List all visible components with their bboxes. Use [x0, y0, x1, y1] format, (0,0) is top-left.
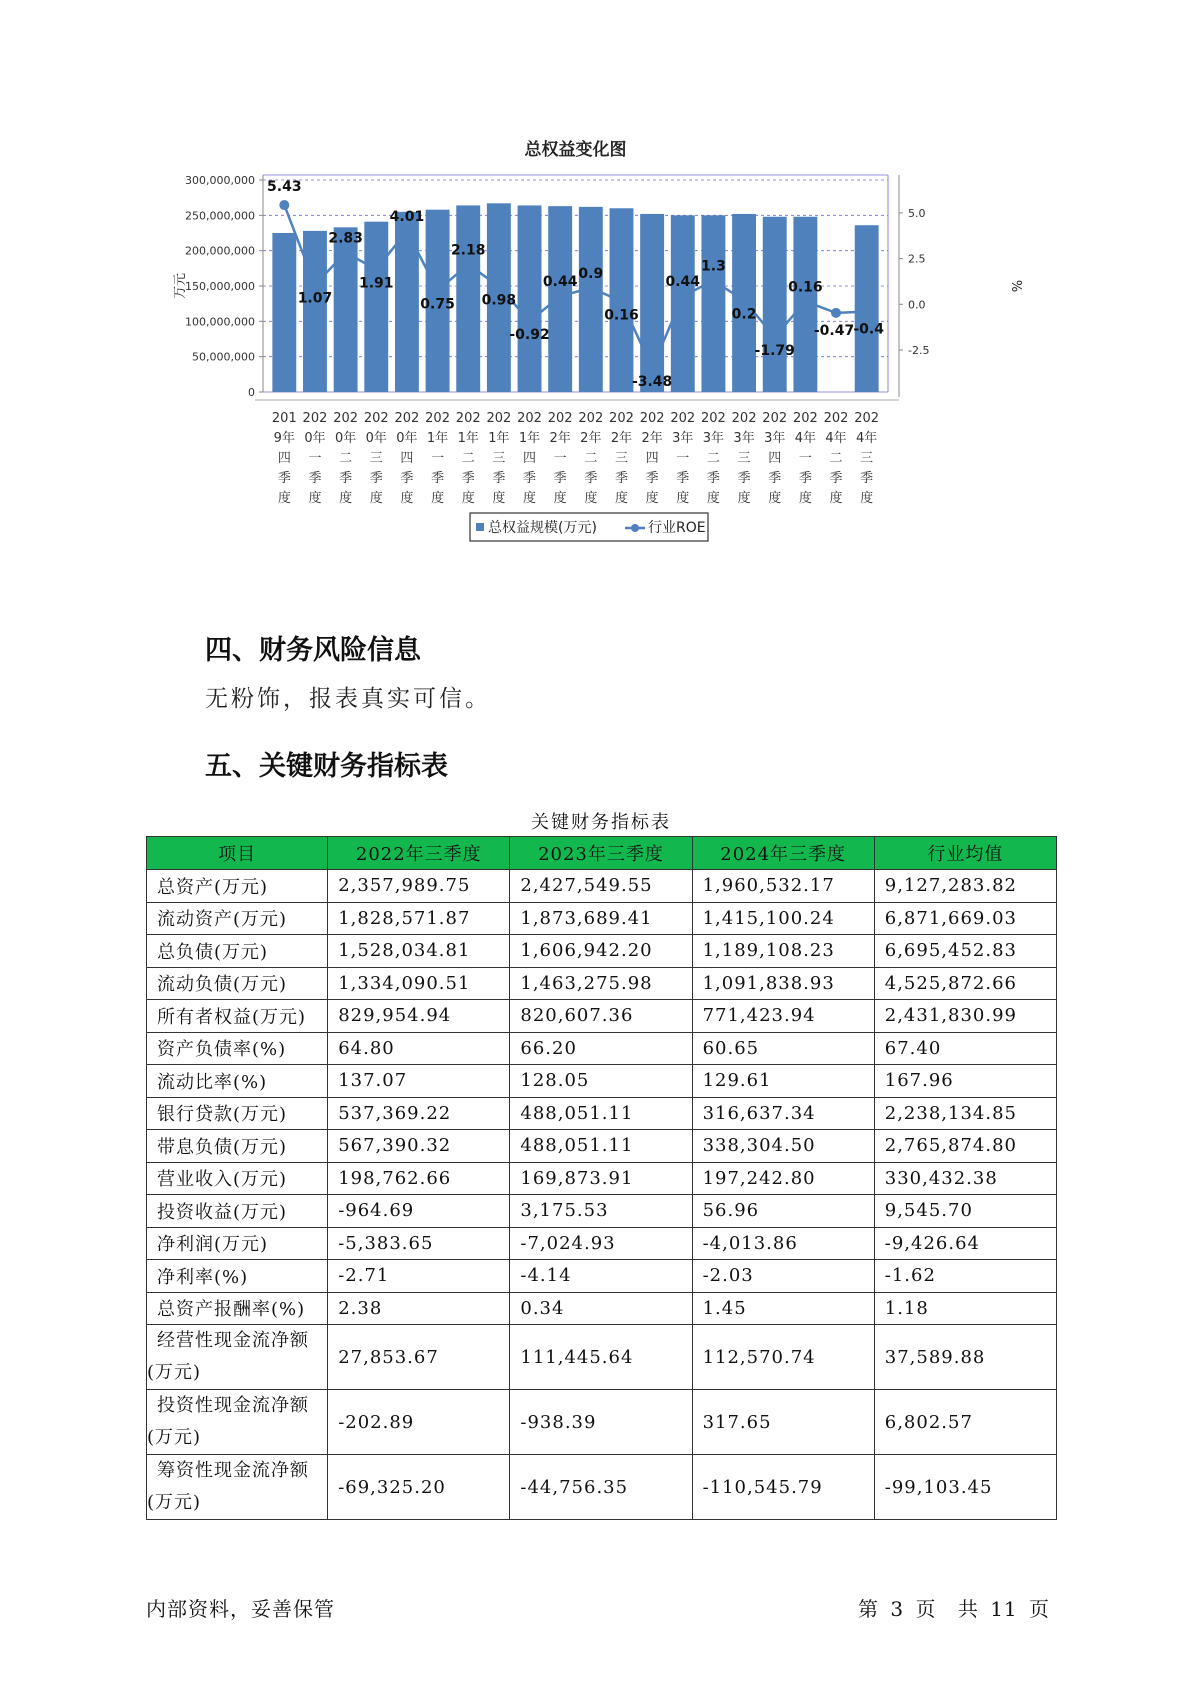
bar [671, 215, 695, 392]
x-tick-label: 202 [609, 411, 634, 426]
roe-point [831, 308, 841, 318]
chart-title: 总权益变化图 [524, 140, 627, 160]
x-tick-label: 季 [492, 471, 506, 486]
table-cell: 771,423.94 [692, 1000, 874, 1033]
x-tick-label: 202 [394, 411, 420, 426]
x-tick-label: 1年 [426, 431, 449, 446]
x-tick-label: 四 [400, 451, 414, 466]
table-row [147, 1260, 1057, 1293]
table-row [147, 935, 1057, 968]
bar [548, 206, 572, 392]
table-cell: 820,607.36 [510, 1000, 692, 1033]
right-tick-label: 5.0 [908, 206, 926, 220]
right-tick-label: -2.5 [908, 343, 930, 357]
x-tick-label: 度 [339, 491, 353, 506]
x-tick-label: 季 [339, 471, 353, 486]
table-cell: 198,762.66 [328, 1162, 510, 1195]
legend-line-marker [631, 524, 639, 532]
table-cell: -2.03 [692, 1260, 874, 1293]
table-cell: 2,765,874.80 [874, 1130, 1056, 1163]
table-cell: 9,545.70 [874, 1195, 1056, 1228]
x-tick-label: 度 [798, 491, 812, 506]
bar [579, 207, 603, 392]
table-cell: 56.96 [692, 1195, 874, 1228]
table-cell: 2.38 [328, 1292, 510, 1325]
page-prefix: 第 [858, 1597, 880, 1621]
header-2023q3: 2023年三季度 [510, 837, 692, 870]
x-tick-label: 2年 [641, 431, 663, 446]
x-tick-label: 202 [639, 411, 665, 426]
table-cell: 27,853.67 [328, 1325, 510, 1390]
x-tick-label: 季 [523, 471, 537, 486]
x-tick-label: 3年 [764, 431, 786, 446]
x-tick-label: 202 [792, 411, 818, 426]
roe-data-label: -1.79 [754, 342, 795, 359]
x-tick-label: 三 [369, 451, 383, 466]
table-cell: 829,954.94 [328, 1000, 510, 1033]
y-axis-left-label: 万元 [173, 272, 188, 300]
x-tick-label: 度 [277, 491, 291, 506]
table-cell: 2,238,134.85 [874, 1097, 1056, 1130]
table-row [147, 1130, 1057, 1163]
table-cell: -202.89 [328, 1390, 510, 1455]
table-caption: 关键财务指标表 [531, 812, 671, 833]
section4-text: 无粉饰，报表真实可信。 [205, 686, 491, 712]
roe-point [279, 200, 289, 210]
x-tick-label: 度 [768, 491, 782, 506]
x-tick-label: 202 [425, 411, 450, 426]
x-tick-label: 季 [461, 471, 475, 486]
x-tick-label: 1年 [518, 431, 541, 446]
total-suffix: 页 [1029, 1597, 1050, 1621]
x-tick-label: 度 [645, 491, 659, 506]
x-tick-label: 3年 [672, 431, 694, 446]
left-tick-label: 300,000,000 [185, 174, 255, 187]
x-tick-label: 0年 [396, 431, 418, 446]
table-cell: 1,334,090.51 [328, 967, 510, 1000]
footer-page-number [854, 1593, 1050, 1622]
x-tick-label: 2年 [610, 431, 633, 446]
table-row-label: 流动比率(%) [147, 1065, 328, 1098]
table-row [147, 902, 1057, 935]
x-tick-label: 一 [431, 451, 445, 466]
x-tick-label: 一 [798, 451, 812, 466]
table-row [147, 870, 1057, 903]
x-tick-label: 一 [676, 451, 690, 466]
bar [303, 231, 327, 392]
table-cell: 1.18 [874, 1292, 1056, 1325]
table-cell: -9,426.64 [874, 1227, 1056, 1260]
x-tick-label: 1年 [488, 431, 510, 446]
x-tick-label: 二 [339, 451, 353, 466]
x-tick-label: 202 [302, 411, 328, 426]
x-tick-label: 4年 [856, 431, 878, 446]
x-tick-label: 202 [670, 411, 696, 426]
right-tick-label: 2.5 [908, 252, 926, 266]
x-tick-label: 三 [614, 451, 628, 466]
x-tick-label: 2年 [580, 431, 602, 446]
roe-data-label: -0.4 [853, 321, 884, 338]
roe-data-label: 0.75 [420, 296, 455, 313]
x-tick-label: 度 [308, 491, 322, 506]
table-row-label: 净利率(%) [147, 1260, 328, 1293]
roe-point [862, 307, 872, 317]
x-tick-label: 季 [768, 471, 782, 486]
x-tick-label: 0年 [365, 431, 387, 446]
table-cell: -5,383.65 [328, 1227, 510, 1260]
x-tick-label: 三 [860, 451, 874, 466]
table-cell: -964.69 [328, 1195, 510, 1228]
table-cell: 6,871,669.03 [874, 902, 1056, 935]
x-tick-label: 1年 [457, 431, 479, 446]
left-tick-label: 150,000,000 [185, 280, 255, 293]
table-cell: 567,390.32 [328, 1130, 510, 1163]
x-tick-label: 度 [737, 491, 751, 506]
table-cell: 6,802.57 [874, 1390, 1056, 1455]
x-tick-label: 202 [517, 411, 542, 426]
table-cell: 6,695,452.83 [874, 935, 1056, 968]
header-item: 项目 [147, 837, 328, 870]
table-cell: 1,828,571.87 [328, 902, 510, 935]
x-tick-label: 季 [553, 471, 567, 486]
table-row [147, 1292, 1057, 1325]
table-row [147, 1455, 1057, 1520]
roe-data-label: -3.48 [631, 373, 673, 390]
x-tick-label: 9年 [273, 431, 295, 446]
x-tick-label: 度 [369, 491, 383, 506]
table-cell: 67.40 [874, 1032, 1056, 1065]
table-row-label: 总资产(万元) [147, 870, 328, 903]
x-tick-label: 季 [614, 471, 628, 486]
legend-bar-label: 总权益规模(万元) [488, 520, 597, 536]
roe-data-label: 1.91 [359, 275, 394, 292]
x-tick-label: 季 [706, 471, 720, 486]
table-row [147, 1065, 1057, 1098]
x-tick-label: 季 [798, 471, 812, 486]
page-num: 3 [890, 1597, 905, 1621]
table-cell: 1,960,532.17 [692, 870, 874, 903]
x-tick-label: 一 [308, 451, 322, 466]
roe-data-label: 0.9 [578, 265, 604, 282]
x-tick-label: 度 [584, 491, 598, 506]
x-tick-label: 季 [308, 471, 322, 486]
bar [732, 214, 756, 392]
x-tick-label: 0年 [334, 431, 357, 446]
table-row [147, 1390, 1057, 1455]
x-tick-label: 度 [676, 491, 690, 506]
table-cell: 537,369.22 [328, 1097, 510, 1130]
table-cell: 2,427,549.55 [510, 870, 692, 903]
x-tick-label: 202 [547, 411, 573, 426]
table-cell: 338,304.50 [692, 1130, 874, 1163]
x-tick-label: 季 [400, 471, 414, 486]
x-tick-label: 度 [492, 491, 506, 506]
section5-heading: 五、关键财务指标表 [205, 751, 448, 782]
table-cell: 1.45 [692, 1292, 874, 1325]
table-cell: 1,415,100.24 [692, 902, 874, 935]
roe-data-label: -0.47 [813, 322, 855, 339]
table-row [147, 1162, 1057, 1195]
table-cell: -44,756.35 [510, 1455, 692, 1520]
x-tick-label: 201 [271, 411, 297, 426]
section4-heading: 四、财务风险信息 [205, 635, 421, 666]
x-tick-label: 四 [768, 451, 782, 466]
x-tick-label: 0年 [304, 431, 326, 446]
x-tick-label: 二 [706, 451, 720, 466]
table-cell: 316,637.34 [692, 1097, 874, 1130]
x-tick-label: 202 [854, 411, 880, 426]
table-row-label: 所有者权益(万元) [147, 1000, 328, 1033]
table-cell: 9,127,283.82 [874, 870, 1056, 903]
table-cell: 111,445.64 [510, 1325, 692, 1390]
x-tick-label: 202 [762, 411, 788, 426]
x-tick-label: 202 [486, 411, 512, 426]
x-tick-label: 季 [829, 471, 843, 486]
roe-data-label: 1.3 [701, 258, 726, 275]
table-cell: -69,325.20 [328, 1455, 510, 1520]
roe-data-label: -0.92 [509, 327, 550, 344]
header-industry-avg: 行业均值 [874, 837, 1056, 870]
x-tick-label: 度 [400, 491, 414, 506]
table-row-label: 净利润(万元) [147, 1227, 328, 1260]
left-tick-label: 250,000,000 [185, 209, 255, 223]
header-2024q3: 2024年三季度 [692, 837, 874, 870]
equity-chart-svg [150, 135, 1050, 595]
x-tick-label: 2年 [549, 431, 571, 446]
bar [763, 217, 787, 392]
table-cell: 2,357,989.75 [328, 870, 510, 903]
legend-bar-swatch [476, 523, 484, 531]
table-row-label: 营业收入(万元) [147, 1162, 328, 1195]
table-row-label: 资产负债率(%) [147, 1032, 328, 1065]
table-cell: 112,570.74 [692, 1325, 874, 1390]
right-tick-label: 0.0 [908, 298, 926, 312]
table-cell: -99,103.45 [874, 1455, 1056, 1520]
table-cell: -938.39 [510, 1390, 692, 1455]
left-tick-label: 200,000,000 [185, 244, 255, 258]
roe-data-label: 0.16 [788, 279, 823, 296]
table-cell: 4,525,872.66 [874, 967, 1056, 1000]
roe-data-label: 0.98 [481, 292, 517, 309]
bar [364, 222, 388, 392]
x-tick-label: 度 [553, 491, 567, 506]
table-cell: 197,242.80 [692, 1162, 874, 1195]
table-cell: 1,091,838.93 [692, 967, 874, 1000]
total-prefix: 共 [957, 1597, 979, 1621]
x-tick-label: 202 [731, 411, 757, 426]
table-cell: -4.14 [510, 1260, 692, 1293]
x-tick-label: 一 [553, 451, 567, 466]
table-cell: -110,545.79 [692, 1455, 874, 1520]
table-row-label: 经营性现金流净额(万元) [147, 1325, 328, 1390]
table-row [147, 1000, 1057, 1033]
table-cell: 2,431,830.99 [874, 1000, 1056, 1033]
table-cell: 66.20 [510, 1032, 692, 1065]
footer-confidential: 内部资料，妥善保管 [146, 1597, 335, 1621]
roe-data-label: 5.43 [267, 179, 302, 196]
x-tick-label: 202 [823, 411, 849, 426]
table-row-label: 总负债(万元) [147, 935, 328, 968]
table-cell: 1,606,942.20 [510, 935, 692, 968]
bar [456, 205, 480, 392]
x-tick-label: 二 [461, 451, 475, 466]
roe-data-label: 0.2 [731, 306, 757, 323]
legend-line-label: 行业ROE [648, 520, 706, 536]
table-row [147, 1325, 1057, 1390]
left-tick-label: 0 [248, 386, 255, 399]
table-cell: 60.65 [692, 1032, 874, 1065]
x-tick-label: 季 [645, 471, 659, 486]
x-tick-label: 季 [431, 471, 445, 486]
table-cell: 488,051.11 [510, 1130, 692, 1163]
x-tick-label: 季 [676, 471, 690, 486]
x-tick-label: 202 [333, 411, 359, 426]
table-cell: -2.71 [328, 1260, 510, 1293]
table-row-label: 带息负债(万元) [147, 1130, 328, 1163]
table-row-label: 投资收益(万元) [147, 1195, 328, 1228]
table-row-label: 筹资性现金流净额(万元) [147, 1455, 328, 1520]
table-row [147, 1227, 1057, 1260]
table-header-row [147, 837, 1057, 870]
table-cell: 1,463,275.98 [510, 967, 692, 1000]
table-cell: -4,013.86 [692, 1227, 874, 1260]
header-2022q3: 2022年三季度 [328, 837, 510, 870]
table-cell: 137.07 [328, 1065, 510, 1098]
table-cell: 129.61 [692, 1065, 874, 1098]
x-tick-label: 3年 [733, 431, 755, 446]
x-tick-label: 度 [706, 491, 720, 506]
table-row-label: 投资性现金流净额(万元) [147, 1390, 328, 1455]
roe-data-label: 2.83 [328, 230, 363, 247]
roe-data-label: 2.18 [450, 242, 486, 259]
table-cell: 317.65 [692, 1390, 874, 1455]
bar [518, 205, 542, 392]
table-cell: 128.05 [510, 1065, 692, 1098]
key-financial-table [146, 836, 1057, 1520]
table-cell: 1,189,108.23 [692, 935, 874, 968]
x-tick-label: 二 [829, 451, 843, 466]
table-row [147, 967, 1057, 1000]
x-tick-label: 度 [614, 491, 628, 506]
left-tick-label: 50,000,000 [192, 350, 255, 364]
x-tick-label: 四 [277, 451, 291, 466]
x-tick-label: 季 [369, 471, 383, 486]
bar [395, 212, 419, 392]
table-cell: -1.62 [874, 1260, 1056, 1293]
x-tick-label: 202 [363, 411, 389, 426]
x-tick-label: 度 [461, 491, 475, 506]
table-cell: 0.34 [510, 1292, 692, 1325]
table-row-label: 总资产报酬率(%) [147, 1292, 328, 1325]
bar [701, 215, 725, 392]
table-cell: 330,432.38 [874, 1162, 1056, 1195]
table-row [147, 1032, 1057, 1065]
x-tick-label: 季 [584, 471, 598, 486]
roe-data-label: 0.16 [604, 307, 639, 324]
x-tick-label: 4年 [794, 431, 817, 446]
total-num: 11 [990, 1597, 1018, 1621]
roe-data-label: 1.07 [297, 290, 333, 307]
x-tick-label: 四 [645, 451, 659, 466]
table-cell: 64.80 [328, 1032, 510, 1065]
x-tick-label: 度 [860, 491, 874, 506]
table-row-label: 流动资产(万元) [147, 902, 328, 935]
table-cell: 1,528,034.81 [328, 935, 510, 968]
x-tick-label: 季 [277, 471, 291, 486]
x-tick-label: 季 [860, 471, 874, 486]
x-tick-label: 四 [523, 451, 537, 466]
x-tick-label: 度 [829, 491, 843, 506]
table-cell: 169,873.91 [510, 1162, 692, 1195]
x-tick-label: 3年 [702, 431, 725, 446]
table-cell: 1,873,689.41 [510, 902, 692, 935]
roe-data-label: 0.44 [665, 274, 701, 291]
table-cell: 3,175.53 [510, 1195, 692, 1228]
x-tick-label: 季 [737, 471, 751, 486]
table-row-label: 银行贷款(万元) [147, 1097, 328, 1130]
bar [272, 233, 296, 392]
table-cell: 488,051.11 [510, 1097, 692, 1130]
table-cell: 167.96 [874, 1065, 1056, 1098]
x-tick-label: 202 [701, 411, 726, 426]
equity-chart [150, 135, 1050, 595]
x-tick-label: 202 [455, 411, 481, 426]
roe-data-label: 4.01 [389, 208, 425, 225]
y-axis-right-label: % [1008, 279, 1023, 293]
x-tick-label: 202 [578, 411, 604, 426]
roe-data-label: 0.44 [542, 274, 578, 291]
x-tick-label: 度 [523, 491, 537, 506]
x-tick-label: 4年 [825, 431, 847, 446]
x-tick-label: 度 [431, 491, 445, 506]
page-mid: 页 [915, 1597, 937, 1621]
table-row-label: 流动负债(万元) [147, 967, 328, 1000]
table-row [147, 1097, 1057, 1130]
table-row [147, 1195, 1057, 1228]
table-cell: -7,024.93 [510, 1227, 692, 1260]
x-tick-label: 三 [492, 451, 506, 466]
x-tick-label: 二 [584, 451, 598, 466]
x-tick-label: 三 [737, 451, 751, 466]
left-tick-label: 100,000,000 [185, 315, 255, 329]
table-cell: 37,589.88 [874, 1325, 1056, 1390]
